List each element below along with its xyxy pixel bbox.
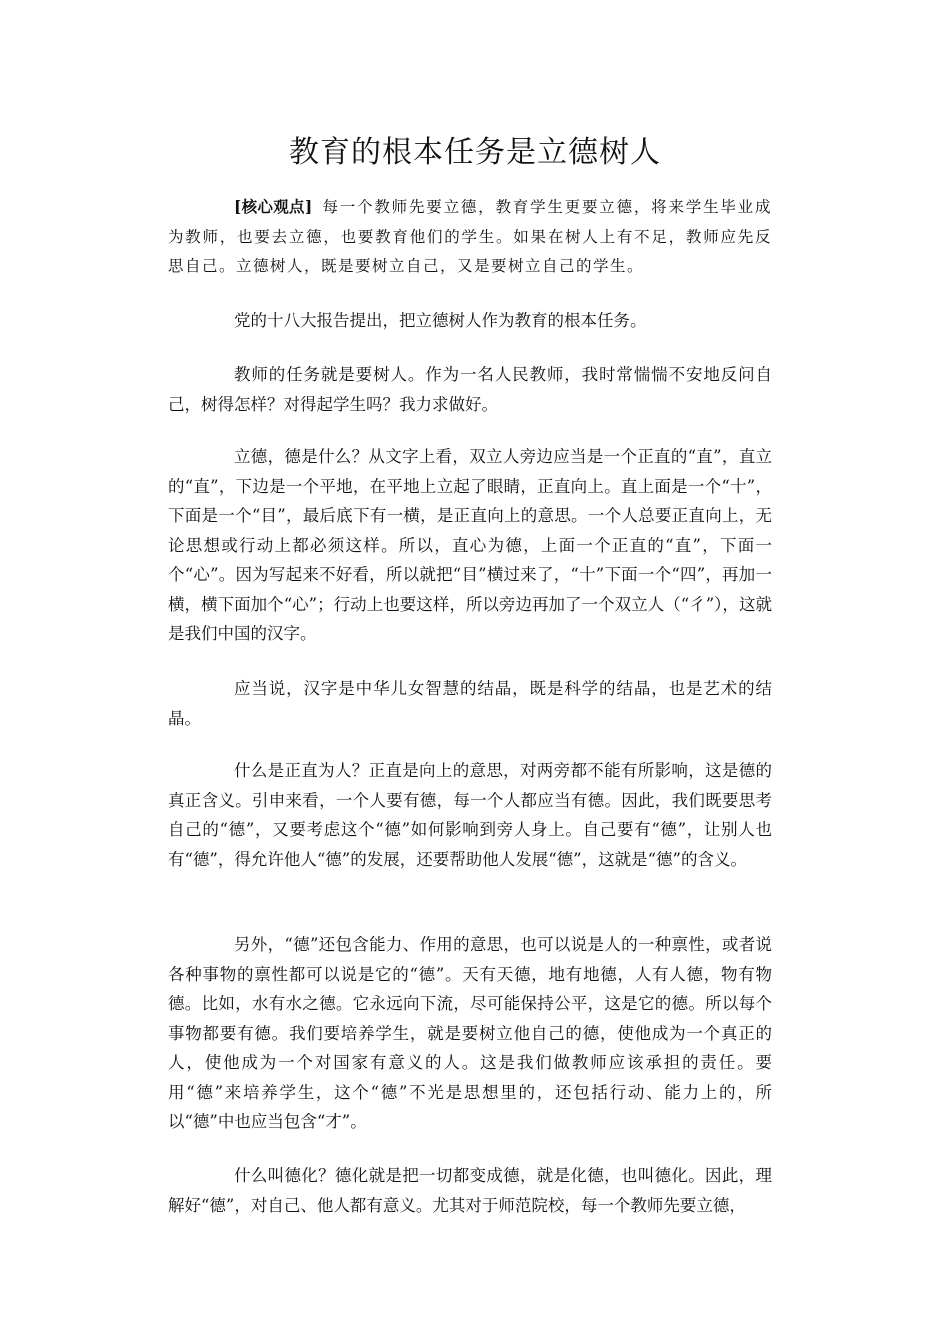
body-paragraph: 教师的任务就是要树人。作为一名人民教师，我时常惴惴不安地反问自己，树得怎样？对得起学生吗？我力求做好。: [168, 365, 772, 414]
body-paragraph: 党的十八大报告提出，把立德树人作为教育的根本任务。: [234, 311, 647, 330]
core-viewpoint-label: [核心观点]: [234, 197, 313, 216]
page-title: 教育的根本任务是立德树人: [289, 135, 661, 170]
body-paragraph: 应当说，汉字是中华儿女智慧的结晶，既是科学的结晶，也是艺术的结晶。: [168, 679, 772, 728]
body-paragraph: 什么叫德化？德化就是把一切都变成德，就是化德，也叫德化。因此，理解好“德”，对自己、他人都有意义。尤其对于师范院校，每一个教师先要立德，: [168, 1166, 772, 1215]
core-viewpoint-paragraph: [168, 192, 772, 282]
core-viewpoint-text: 每一个教师先要立德，教育学生更要立德，将来学生毕业成为教师，也要去立德，也要教育他们的学生。如果在树人上有不足，教师应先反思自己。立德树人，既是要树立自己，又是要树立自己的学生。: [168, 198, 772, 275]
body-paragraph: 立德，德是什么？从文字上看，双立人旁边应当是一个正直的“直”，直立的“直”，下边是一个平地，在平地上立起了眼睛，正直向上。直上面是一个“十”，下面是一个“目”，最后底下有一横，是正直向上的意思。一个人总要正直向上，无论思想或行动上都必须这样。所以，直心为德，上面一个正直的“直”，下面一个“心”。因为写起来不好看，所以就把“目”横过来了，“十”下面一个“四”，再加一横，横下面加个“心”；行动上也要这样，所以旁边再加了一个双立人（“彳”），这就是我们中国的汉字。: [168, 447, 772, 643]
body-paragraph: 另外，“德”还包含能力、作用的意思，也可以说是人的一种禀性，或者说各种事物的禀性都可以说是它的“德”。天有天德，地有地德，人有人德，物有物德。比如，水有水之德。它永远向下流，尽可能保持公平，这是它的德。所以每个事物都要有德。我们要培养学生，就是要树立他自己的德，使他成为一个真正的人，使他成为一个对国家有意义的人。这是我们做教师应该承担的责任。要用“德”来培养学生，这个“德”不光是思想里的，还包括行动、能力上的，所以“德”中也应当包含“才”。: [168, 935, 772, 1131]
body-paragraph: 什么是正直为人？正直是向上的意思，对两旁都不能有所影响，这是德的真正含义。引申来看，一个人要有德，每一个人都应当有德。因此，我们既要思考自己的“德”，又要考虑这个“德”如何影响到旁人身上。自己要有“德”，让别人也有“德”，得允许他人“德”的发展，还要帮助他人发展“德”，这就是“德”的含义。: [168, 761, 772, 869]
